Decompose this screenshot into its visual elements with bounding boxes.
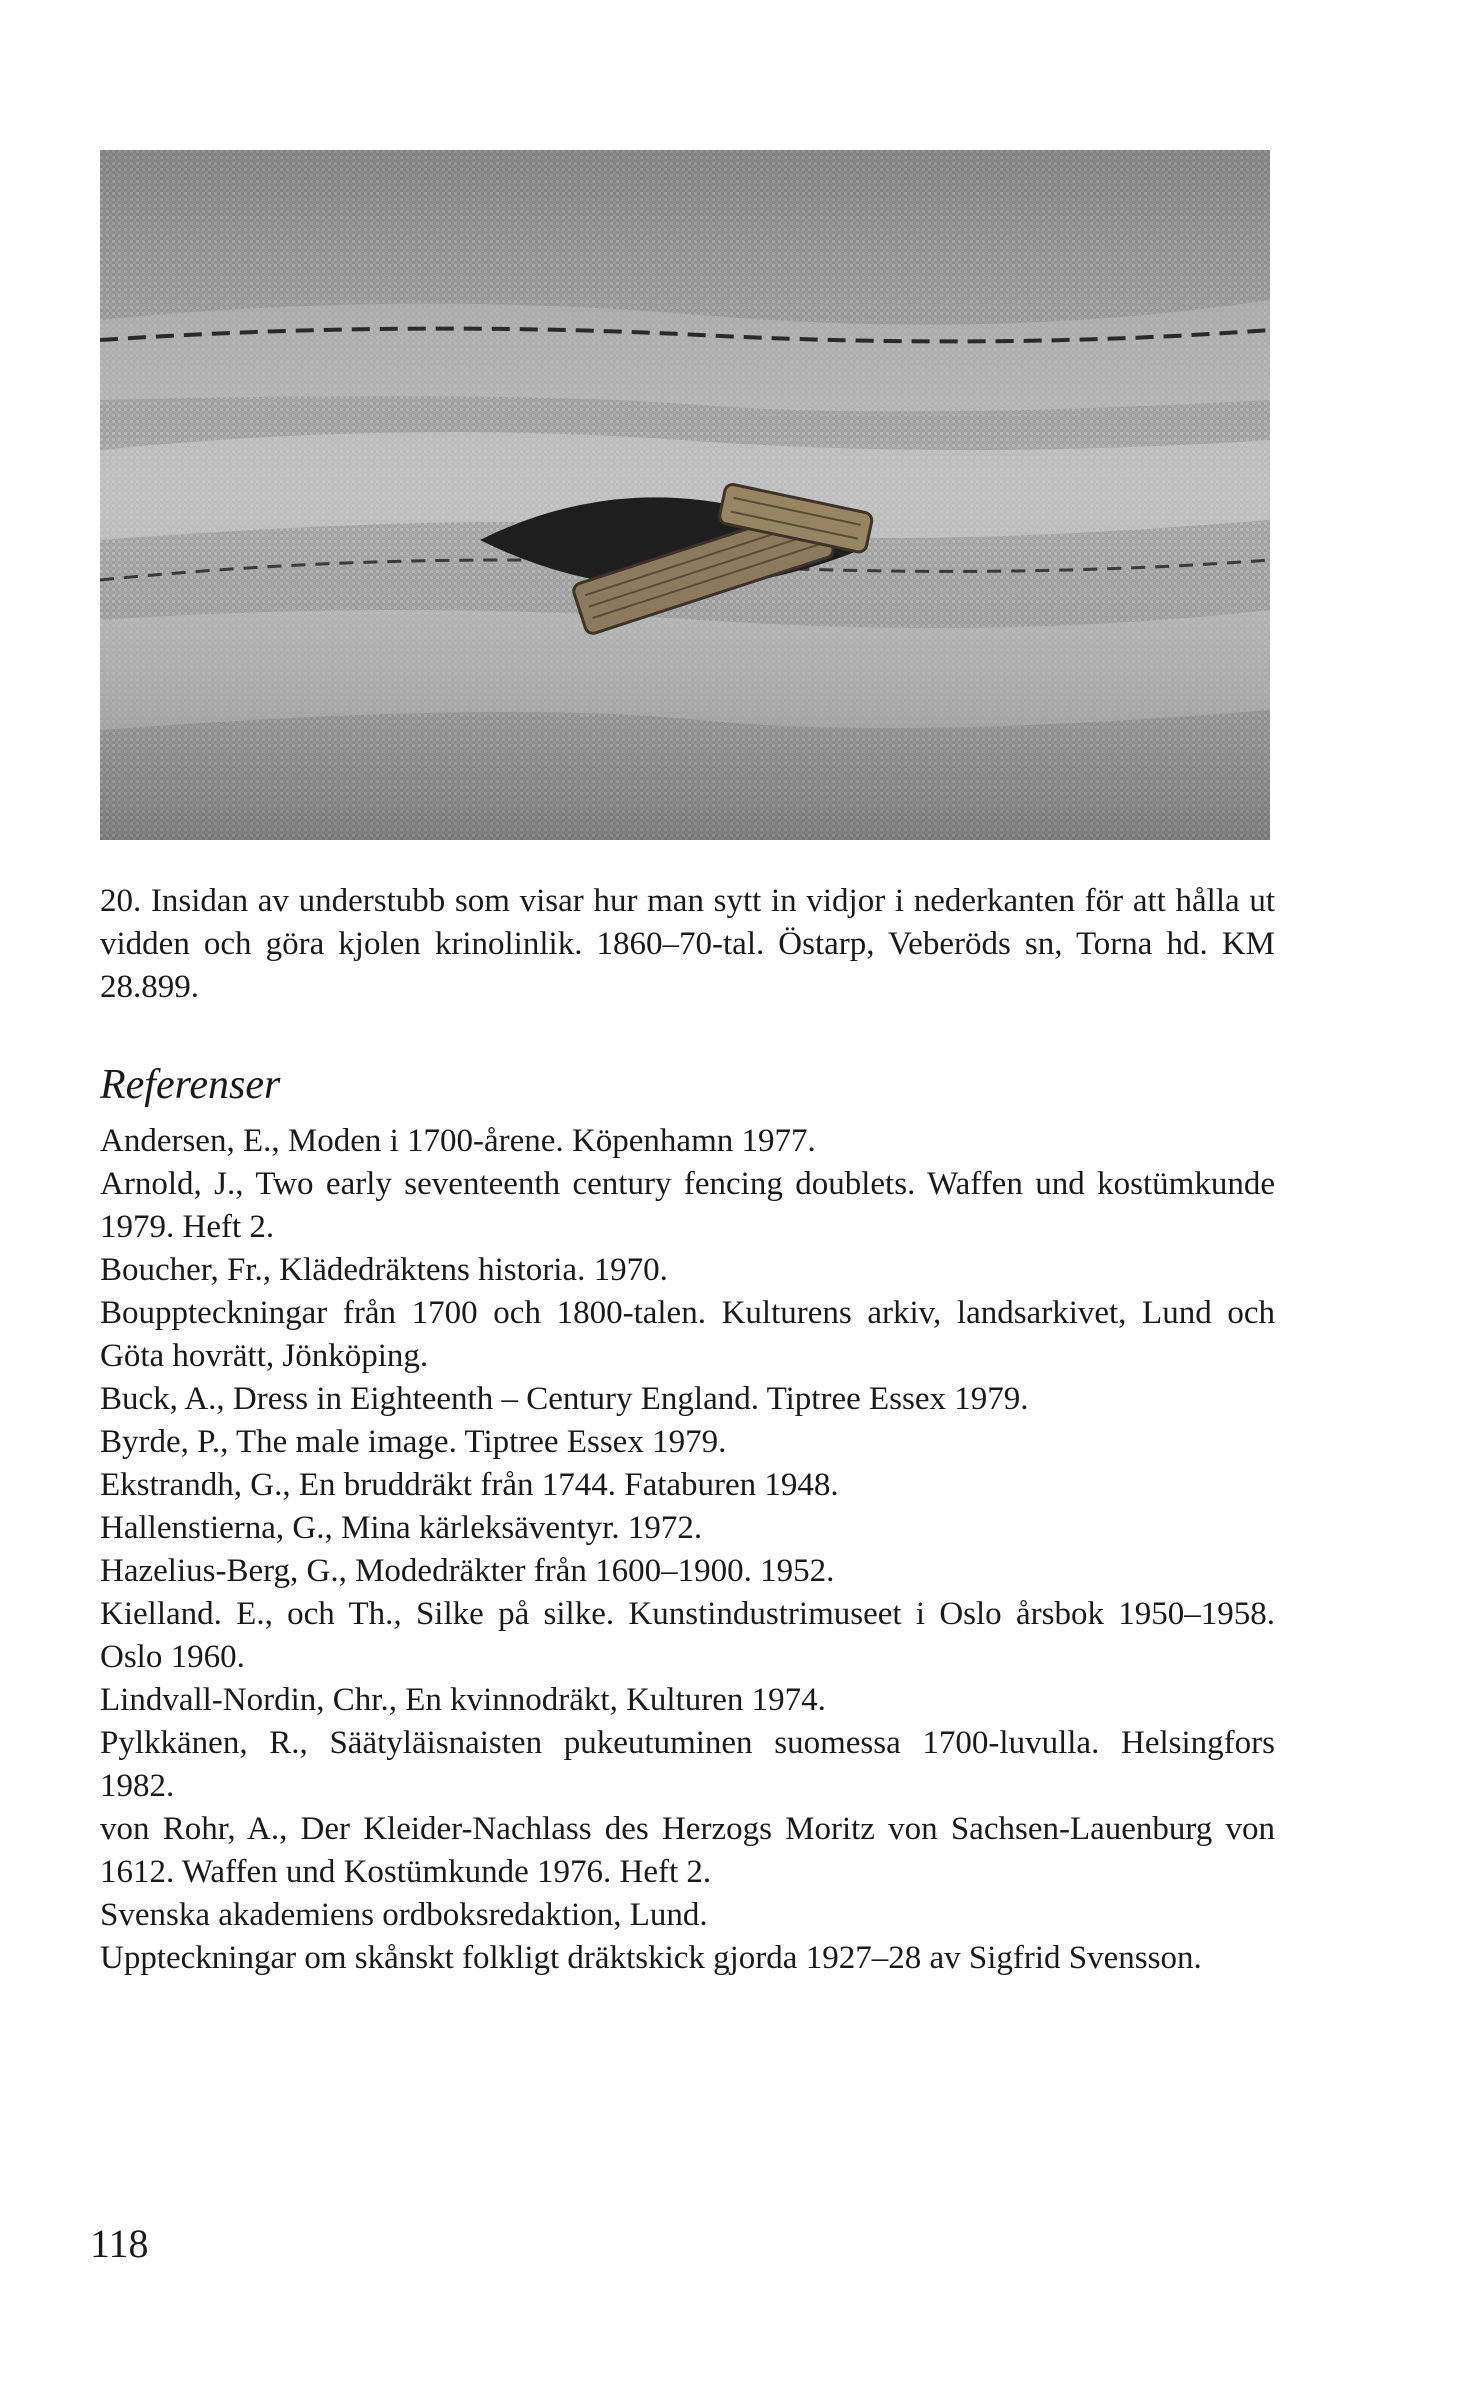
reference-item: Bouppteckningar från 1700 och 1800-talen. Kulturens arkiv, landsarkivet, Lund och Göta hovrätt, Jönköping. <box>100 1295 1275 1374</box>
references-list <box>100 1120 1275 1980</box>
reference-item: Lindvall-Nordin, Chr., En kvinnodräkt, Kulturen 1974. <box>100 1682 826 1718</box>
reference-item: Boucher, Fr., Klädedräktens historia. 1970. <box>100 1252 668 1288</box>
reference-item: Uppteckningar om skånskt folkligt dräktskick gjorda 1927–28 av Sigfrid Svensson. <box>100 1940 1202 1976</box>
reference-item: Kielland. E., och Th., Silke på silke. Kunstindustrimuseet i Oslo årsbok 1950–1958. Oslo 1960. <box>100 1596 1275 1675</box>
reference-item: Hazelius-Berg, G., Modedräkter från 1600–1900. 1952. <box>100 1553 835 1589</box>
reference-item: Pylkkänen, R., Säätyläisnaisten pukeutuminen suomessa 1700-luvulla. Helsingfors 1982. <box>100 1725 1275 1804</box>
reference-item: Arnold, J., Two early seventeenth century fencing doublets. Waffen und kostümkunde 1979. Heft 2. <box>100 1166 1275 1245</box>
page-number: 118 <box>90 2221 149 2266</box>
quilted-petticoat-photo <box>100 150 1270 840</box>
reference-item: Svenska akademiens ordboksredaktion, Lund. <box>100 1897 708 1933</box>
figure-photo <box>100 150 1270 840</box>
reference-item: Hallenstierna, G., Mina kärleksäventyr. 1972. <box>100 1510 703 1546</box>
reference-item: von Rohr, A., Der Kleider-Nachlass des Herzogs Moritz von Sachsen-Lauenburg von 1612. Waffen und Kostümkunde 1976. Heft 2. <box>100 1811 1275 1890</box>
reference-item: Ekstrandh, G., En bruddräkt från 1744. Fataburen 1948. <box>100 1467 839 1503</box>
reference-item: Byrde, P., The male image. Tiptree Essex 1979. <box>100 1424 727 1460</box>
references-heading: Referenser <box>100 1062 281 1108</box>
reference-item: Andersen, E., Moden i 1700-årene. Köpenhamn 1977. <box>100 1123 816 1159</box>
figure-caption: 20. Insidan av understubb som visar hur man sytt in vidjor i nederkanten för att hålla ut vidden och göra kjolen krinolinlik. 1860–70-tal. Östarp, Veberöds sn, Torna hd. KM 28.899. <box>100 883 1275 1005</box>
reference-item: Buck, A., Dress in Eighteenth – Century England. Tiptree Essex 1979. <box>100 1381 1029 1417</box>
